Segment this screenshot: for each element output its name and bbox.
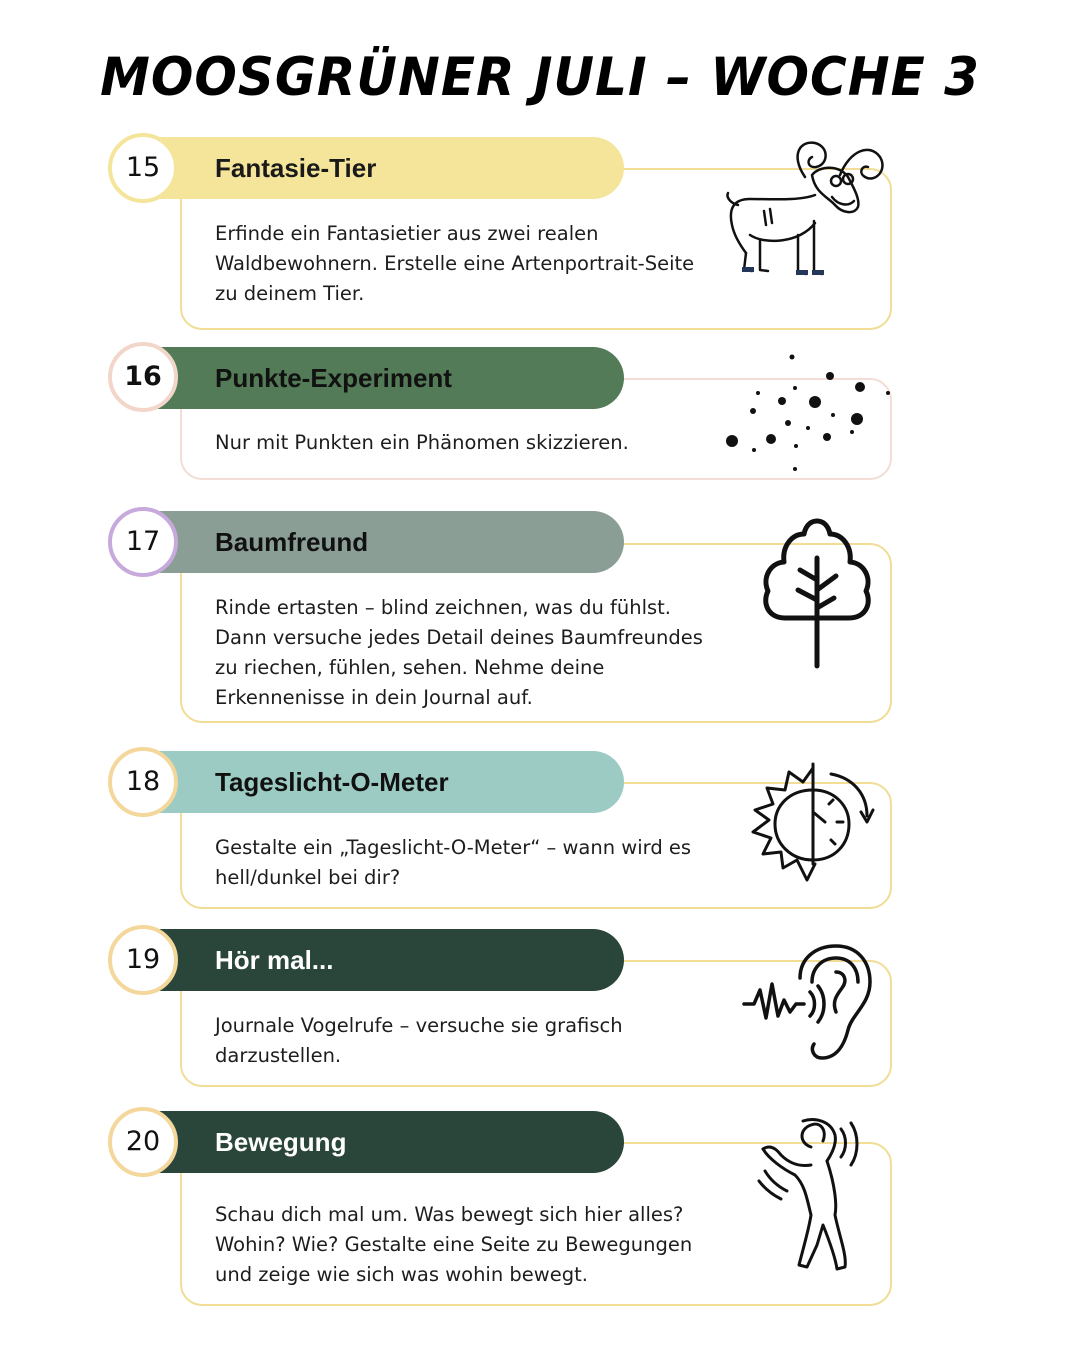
day-heading-20: Bewegung [145, 1111, 624, 1173]
day-description-17: Rinde ertasten – blind zeichnen, was du fühlst. Dann versuche jedes Detail deines Baumfreundes zu riechen, fühlen, sehen. Nehme deine Erkennenisse in dein Journal auf. [215, 596, 703, 709]
day-description-18: Gestalte ein „Tageslicht-O-Meter“ – wann wird es hell/dunkel bei dir? [215, 836, 692, 889]
ear-sound-icon [740, 942, 880, 1064]
day-number-20: 20 [108, 1107, 178, 1177]
day-heading-19: Hör mal... [145, 929, 624, 991]
day-number-18: 18 [108, 747, 178, 817]
day-description-16: Nur mit Punkten ein Phänomen skizzieren. [215, 431, 629, 454]
day-heading-15: Fantasie-Tier [145, 137, 624, 199]
day-number-15: 15 [108, 133, 178, 203]
day-heading-18: Tageslicht-O-Meter [145, 751, 624, 813]
day-description-15: Erfinde ein Fantasietier aus zwei realen Waldbewohnern. Erstelle eine Artenportrait-Seite zu deinem Tier. [215, 222, 695, 305]
day-description-20: Schau dich mal um. Was bewegt sich hier alles? Wohin? Wie? Gestalte eine Seite zu Bewegungen und zeige wie sich was wohin bewegt. [215, 1203, 693, 1286]
page-title: MOOSGRÜNER JULI – WOCHE 3 [100, 46, 980, 108]
dots-icon [720, 350, 895, 475]
day-number-19: 19 [108, 925, 178, 995]
day-number-17: 17 [108, 507, 178, 577]
day-heading-16: Punkte-Experiment [145, 347, 624, 409]
ram-icon [720, 135, 890, 280]
moving-person-icon [755, 1115, 865, 1275]
day-heading-17: Baumfreund [145, 511, 624, 573]
day-description-19: Journale Vogelrufe – versuche sie grafisch darzustellen. [215, 1014, 623, 1067]
sun-clock-icon [745, 760, 875, 885]
day-number-16: 16 [108, 342, 178, 412]
tree-icon [760, 518, 875, 670]
